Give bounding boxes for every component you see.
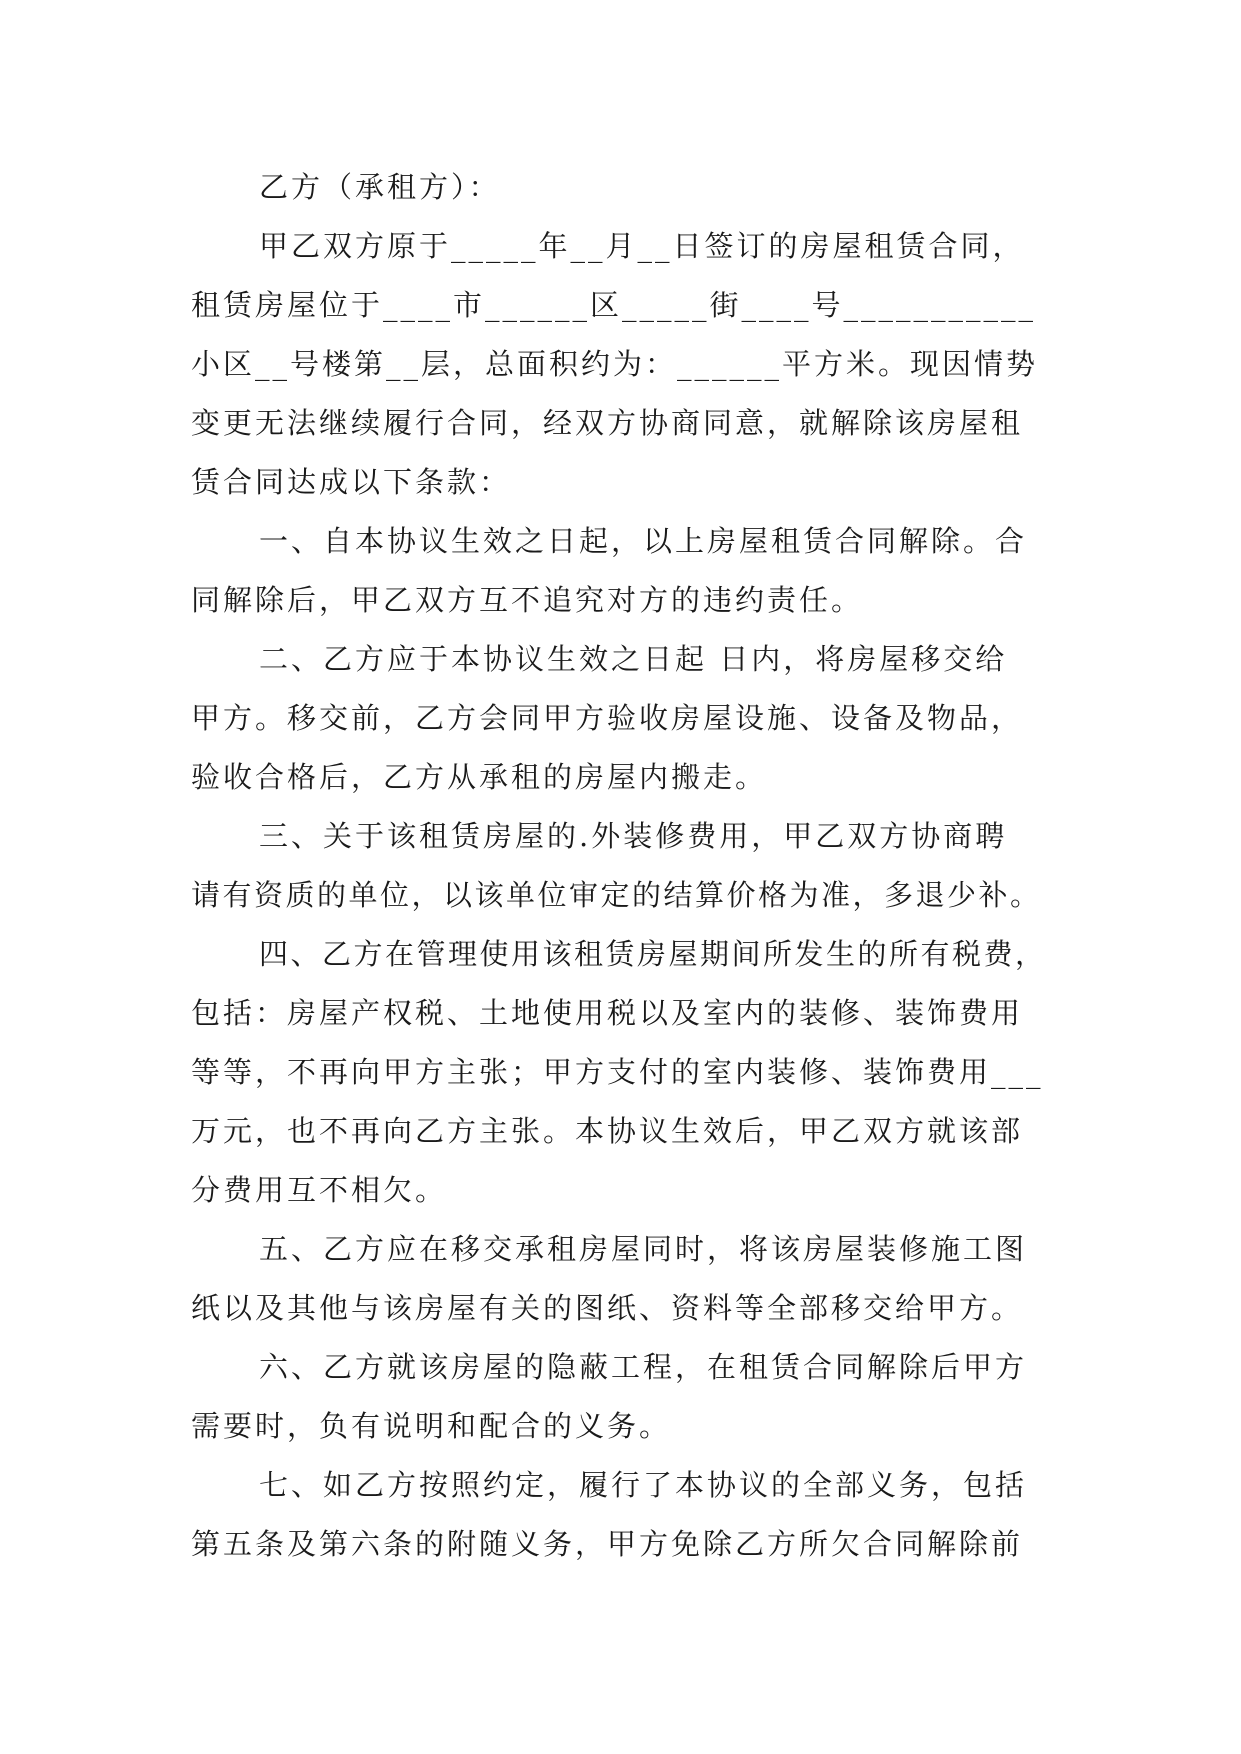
text-line: 纸以及其他与该房屋有关的图纸、资料等全部移交给甲方。 [191,1291,1024,1325]
text-line: 甲方。移交前，乙方会同甲方验收房屋设施、设备及物品， [191,701,1024,735]
text-line: 三、关于该租赁房屋的.外装修费用，甲乙双方协商聘 [259,819,1008,853]
text-line: 六、乙方就该房屋的隐蔽工程，在租赁合同解除后甲方 [259,1350,1028,1384]
text-line: 七、如乙方按照约定，履行了本协议的全部义务，包括 [259,1468,1028,1502]
text-line: 四、乙方在管理使用该租赁房屋期间所发生的所有税费， [259,937,1047,971]
text-line: 需要时，负有说明和配合的义务。 [191,1409,672,1443]
text-line: 五、乙方应在移交承租房屋同时，将该房屋装修施工图 [259,1232,1028,1266]
text-line: 变更无法继续履行合同，经双方协商同意，就解除该房屋租 [191,406,1024,440]
text-line: 一、自本协议生效之日起，以上房屋租赁合同解除。合 [259,524,1028,558]
text-line: 小区__号楼第__层，总面积约为：______平方米。现因情势 [191,347,1039,381]
text-line: 第五条及第六条的附随义务，甲方免除乙方所欠合同解除前 [191,1527,1024,1561]
text-line: 甲乙双方原于_____年__月__日签订的房屋租赁合同， [259,229,1025,263]
document-body [191,158,1047,1574]
text-line: 万元，也不再向乙方主张。本协议生效后，甲乙双方就该部 [191,1114,1024,1148]
text-line: 验收合格后，乙方从承租的房屋内搬走。 [191,760,768,794]
text-line: 同解除后，甲乙双方互不追究对方的违约责任。 [191,583,864,617]
text-line: 乙方（承租方）： [259,170,501,204]
text-line: 分费用互不相欠。 [191,1173,448,1207]
text-line: 租赁房屋位于____市______区_____街____号___________ [191,288,1037,322]
text-line: 二、乙方应于本协议生效之日起 日内，将房屋移交给 [259,642,1008,676]
text-line: 包括：房屋产权税、土地使用税以及室内的装修、装饰费用 [191,996,1024,1030]
text-line: 请有资质的单位，以该单位审定的结算价格为准，多退少补。 [191,878,1042,912]
text-line: 等等，不再向甲方主张；甲方支付的室内装修、装饰费用___ [191,1055,1044,1089]
text-line: 赁合同达成以下条款： [191,465,512,499]
